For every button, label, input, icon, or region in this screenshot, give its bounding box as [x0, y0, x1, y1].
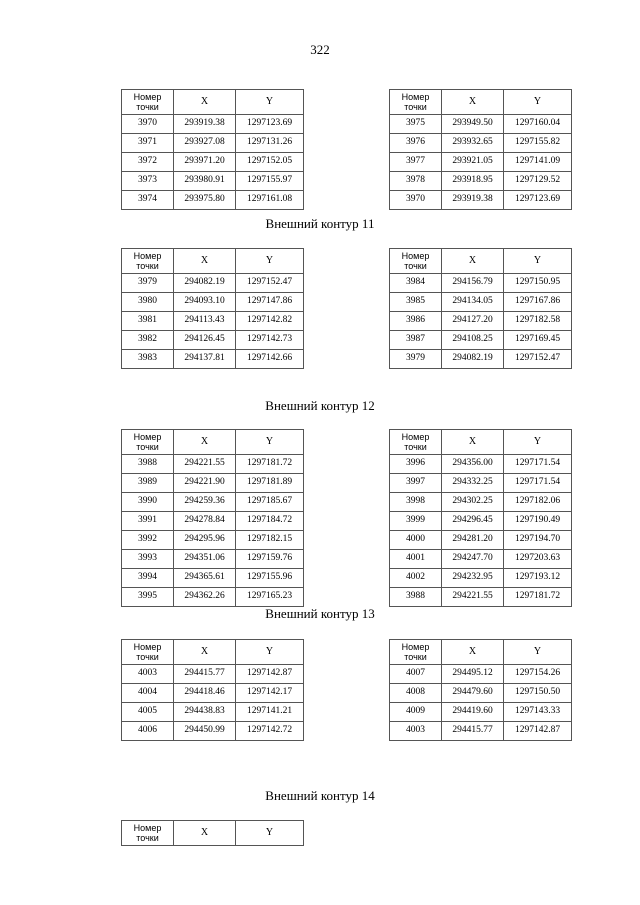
coord-table	[121, 639, 304, 741]
header-point-label: точки	[136, 261, 159, 271]
x-coordinate-cell: 294356.00	[442, 455, 504, 474]
header-number-label: Номер	[133, 251, 162, 261]
point-number-cell: 3976	[390, 134, 442, 153]
point-number-cell: 3979	[390, 350, 442, 369]
y-coordinate-cell: 1297154.26	[504, 665, 572, 684]
table-row	[122, 350, 304, 369]
x-coordinate-cell: 294365.61	[174, 569, 236, 588]
y-coordinate-cell: 1297152.47	[236, 274, 304, 293]
point-number-cell: 4004	[122, 684, 174, 703]
x-coordinate-cell: 293919.38	[174, 115, 236, 134]
table-row	[122, 588, 304, 607]
y-coordinate-cell: 1297194.70	[504, 531, 572, 550]
header-number-label: Номер	[401, 251, 430, 261]
point-number-cell: 3990	[122, 493, 174, 512]
y-coordinate-cell: 1297155.97	[236, 172, 304, 191]
column-header-point-number	[122, 430, 174, 455]
header-point-label: точки	[404, 102, 427, 112]
x-coordinate-cell: 294108.25	[442, 331, 504, 350]
y-coordinate-cell: 1297171.54	[504, 474, 572, 493]
x-coordinate-cell: 294082.19	[442, 350, 504, 369]
table-header-row	[122, 90, 304, 115]
table-row	[122, 312, 304, 331]
point-number-cell: 3988	[122, 455, 174, 474]
table-row	[122, 722, 304, 741]
header-point-label: точки	[404, 652, 427, 662]
table-row	[390, 134, 572, 153]
x-coordinate-cell: 294332.25	[442, 474, 504, 493]
point-number-cell: 3991	[122, 512, 174, 531]
point-number-cell: 3993	[122, 550, 174, 569]
table-row	[390, 293, 572, 312]
column-header-x: X	[442, 430, 504, 455]
x-coordinate-cell: 293975.80	[174, 191, 236, 210]
x-coordinate-cell: 294127.20	[442, 312, 504, 331]
y-coordinate-cell: 1297141.09	[504, 153, 572, 172]
x-coordinate-cell: 294419.60	[442, 703, 504, 722]
point-number-cell: 3995	[122, 588, 174, 607]
table-row	[122, 115, 304, 134]
section-title-contour-13: Внешний контур 13	[265, 606, 375, 621]
table-row	[122, 331, 304, 350]
y-coordinate-cell: 1297167.86	[504, 293, 572, 312]
column-header-point-number	[122, 821, 174, 846]
y-coordinate-cell: 1297185.67	[236, 493, 304, 512]
table-row	[122, 153, 304, 172]
y-coordinate-cell: 1297141.21	[236, 703, 304, 722]
point-number-cell: 4008	[390, 684, 442, 703]
header-number-label: Номер	[401, 92, 430, 102]
table-header-row	[390, 640, 572, 665]
x-coordinate-cell: 294113.43	[174, 312, 236, 331]
x-coordinate-cell: 294221.55	[442, 588, 504, 607]
point-number-cell: 3997	[390, 474, 442, 493]
point-number-cell: 3985	[390, 293, 442, 312]
y-coordinate-cell: 1297181.89	[236, 474, 304, 493]
x-coordinate-cell: 294295.96	[174, 531, 236, 550]
coord-table	[121, 248, 304, 369]
column-header-point-number	[122, 90, 174, 115]
header-number-label: Номер	[133, 92, 162, 102]
x-coordinate-cell: 294126.45	[174, 331, 236, 350]
header-number-label: Номер	[401, 432, 430, 442]
header-point-label: точки	[136, 442, 159, 452]
y-coordinate-cell: 1297203.63	[504, 550, 572, 569]
table-row	[390, 191, 572, 210]
point-number-cell: 3970	[122, 115, 174, 134]
y-coordinate-cell: 1297142.66	[236, 350, 304, 369]
column-header-y: Y	[504, 249, 572, 274]
x-coordinate-cell: 293927.08	[174, 134, 236, 153]
point-number-cell: 4007	[390, 665, 442, 684]
header-number-label: Номер	[401, 642, 430, 652]
column-header-point-number	[390, 90, 442, 115]
table-row	[122, 172, 304, 191]
column-header-y: Y	[236, 430, 304, 455]
table-row	[390, 350, 572, 369]
coord-table	[121, 429, 304, 607]
x-coordinate-cell: 293949.50	[442, 115, 504, 134]
y-coordinate-cell: 1297143.33	[504, 703, 572, 722]
x-coordinate-cell: 294134.05	[442, 293, 504, 312]
y-coordinate-cell: 1297190.49	[504, 512, 572, 531]
point-number-cell: 3978	[390, 172, 442, 191]
table-row	[122, 274, 304, 293]
x-coordinate-cell: 294278.84	[174, 512, 236, 531]
y-coordinate-cell: 1297184.72	[236, 512, 304, 531]
table-row	[390, 722, 572, 741]
coord-table	[121, 89, 304, 210]
column-header-x: X	[442, 249, 504, 274]
point-number-cell: 3986	[390, 312, 442, 331]
column-header-x: X	[442, 640, 504, 665]
table-row	[390, 172, 572, 191]
point-number-cell: 3984	[390, 274, 442, 293]
x-coordinate-cell: 293980.91	[174, 172, 236, 191]
header-number-label: Номер	[133, 823, 162, 833]
header-point-label: точки	[404, 261, 427, 271]
y-coordinate-cell: 1297165.23	[236, 588, 304, 607]
y-coordinate-cell: 1297142.87	[236, 665, 304, 684]
point-number-cell: 3977	[390, 153, 442, 172]
column-header-y: Y	[504, 640, 572, 665]
table-row	[390, 474, 572, 493]
table-row	[390, 153, 572, 172]
table-row	[122, 455, 304, 474]
x-coordinate-cell: 294351.06	[174, 550, 236, 569]
coord-table	[389, 639, 572, 741]
column-header-y: Y	[236, 90, 304, 115]
x-coordinate-cell: 294247.70	[442, 550, 504, 569]
point-number-cell: 3989	[122, 474, 174, 493]
point-number-cell: 3981	[122, 312, 174, 331]
section-title-contour-12: Внешний контур 12	[265, 398, 375, 413]
table-row	[122, 684, 304, 703]
y-coordinate-cell: 1297169.45	[504, 331, 572, 350]
table-row	[122, 531, 304, 550]
y-coordinate-cell: 1297182.58	[504, 312, 572, 331]
point-number-cell: 3983	[122, 350, 174, 369]
header-point-label: точки	[136, 833, 159, 843]
x-coordinate-cell: 294221.55	[174, 455, 236, 474]
page-number: 322	[310, 42, 330, 57]
x-coordinate-cell: 293932.65	[442, 134, 504, 153]
y-coordinate-cell: 1297161.08	[236, 191, 304, 210]
y-coordinate-cell: 1297160.04	[504, 115, 572, 134]
y-coordinate-cell: 1297142.17	[236, 684, 304, 703]
x-coordinate-cell: 294093.10	[174, 293, 236, 312]
x-coordinate-cell: 294418.46	[174, 684, 236, 703]
table-row	[390, 531, 572, 550]
point-number-cell: 3998	[390, 493, 442, 512]
table-row	[122, 134, 304, 153]
table-row	[122, 191, 304, 210]
table-header-row	[390, 249, 572, 274]
point-number-cell: 4009	[390, 703, 442, 722]
header-number-label: Номер	[133, 432, 162, 442]
point-number-cell: 3982	[122, 331, 174, 350]
point-number-cell: 4005	[122, 703, 174, 722]
point-number-cell: 3987	[390, 331, 442, 350]
table-row	[122, 665, 304, 684]
x-coordinate-cell: 293918.95	[442, 172, 504, 191]
y-coordinate-cell: 1297142.72	[236, 722, 304, 741]
table-row	[390, 569, 572, 588]
x-coordinate-cell: 294137.81	[174, 350, 236, 369]
point-number-cell: 3992	[122, 531, 174, 550]
y-coordinate-cell: 1297150.50	[504, 684, 572, 703]
table-row	[122, 550, 304, 569]
point-number-cell: 3988	[390, 588, 442, 607]
x-coordinate-cell: 294232.95	[442, 569, 504, 588]
table-row	[122, 493, 304, 512]
header-point-label: точки	[136, 652, 159, 662]
column-header-y: Y	[504, 90, 572, 115]
y-coordinate-cell: 1297159.76	[236, 550, 304, 569]
header-number-label: Номер	[133, 642, 162, 652]
header-point-label: точки	[136, 102, 159, 112]
point-number-cell: 4000	[390, 531, 442, 550]
column-header-y: Y	[504, 430, 572, 455]
table-row	[390, 703, 572, 722]
column-header-point-number	[122, 640, 174, 665]
table-row	[122, 474, 304, 493]
y-coordinate-cell: 1297152.05	[236, 153, 304, 172]
point-number-cell: 3974	[122, 191, 174, 210]
point-number-cell: 3971	[122, 134, 174, 153]
table-row	[122, 293, 304, 312]
column-header-point-number	[390, 249, 442, 274]
point-number-cell: 3979	[122, 274, 174, 293]
table-header-row	[390, 90, 572, 115]
y-coordinate-cell: 1297129.52	[504, 172, 572, 191]
y-coordinate-cell: 1297142.73	[236, 331, 304, 350]
table-header-row	[122, 821, 304, 846]
x-coordinate-cell: 293921.05	[442, 153, 504, 172]
header-point-label: точки	[404, 442, 427, 452]
x-coordinate-cell: 294296.45	[442, 512, 504, 531]
table-row	[122, 512, 304, 531]
y-coordinate-cell: 1297131.26	[236, 134, 304, 153]
table-header-row	[122, 640, 304, 665]
coord-table	[389, 429, 572, 607]
table-row	[390, 312, 572, 331]
coord-table	[121, 820, 304, 846]
column-header-x: X	[174, 640, 236, 665]
table-header-row	[122, 430, 304, 455]
section-title-contour-14: Внешний контур 14	[265, 788, 375, 803]
column-header-x: X	[442, 90, 504, 115]
y-coordinate-cell: 1297181.72	[504, 588, 572, 607]
point-number-cell: 3975	[390, 115, 442, 134]
point-number-cell: 4003	[122, 665, 174, 684]
column-header-point-number	[390, 640, 442, 665]
table-row	[390, 331, 572, 350]
column-header-x: X	[174, 821, 236, 846]
x-coordinate-cell: 294221.90	[174, 474, 236, 493]
table-row	[122, 569, 304, 588]
table-header-row	[390, 430, 572, 455]
column-header-y: Y	[236, 640, 304, 665]
y-coordinate-cell: 1297155.96	[236, 569, 304, 588]
x-coordinate-cell: 294281.20	[442, 531, 504, 550]
table-row	[390, 512, 572, 531]
table-header-row	[122, 249, 304, 274]
table-row	[390, 493, 572, 512]
y-coordinate-cell: 1297193.12	[504, 569, 572, 588]
coord-table	[389, 89, 572, 210]
point-number-cell: 3994	[122, 569, 174, 588]
x-coordinate-cell: 294415.77	[442, 722, 504, 741]
y-coordinate-cell: 1297182.06	[504, 493, 572, 512]
x-coordinate-cell: 294302.25	[442, 493, 504, 512]
point-number-cell: 3999	[390, 512, 442, 531]
column-header-x: X	[174, 430, 236, 455]
x-coordinate-cell: 294450.99	[174, 722, 236, 741]
point-number-cell: 3980	[122, 293, 174, 312]
x-coordinate-cell: 294415.77	[174, 665, 236, 684]
x-coordinate-cell: 294082.19	[174, 274, 236, 293]
x-coordinate-cell: 294479.60	[442, 684, 504, 703]
point-number-cell: 3973	[122, 172, 174, 191]
x-coordinate-cell: 294495.12	[442, 665, 504, 684]
column-header-y: Y	[236, 821, 304, 846]
x-coordinate-cell: 293971.20	[174, 153, 236, 172]
y-coordinate-cell: 1297181.72	[236, 455, 304, 474]
point-number-cell: 3996	[390, 455, 442, 474]
y-coordinate-cell: 1297171.54	[504, 455, 572, 474]
table-row	[390, 684, 572, 703]
y-coordinate-cell: 1297123.69	[236, 115, 304, 134]
y-coordinate-cell: 1297147.86	[236, 293, 304, 312]
y-coordinate-cell: 1297142.82	[236, 312, 304, 331]
column-header-y: Y	[236, 249, 304, 274]
table-row	[390, 665, 572, 684]
section-title-contour-11: Внешний контур 11	[265, 216, 375, 231]
point-number-cell: 4002	[390, 569, 442, 588]
table-row	[390, 455, 572, 474]
point-number-cell: 3972	[122, 153, 174, 172]
point-number-cell: 3970	[390, 191, 442, 210]
x-coordinate-cell: 294259.36	[174, 493, 236, 512]
y-coordinate-cell: 1297155.82	[504, 134, 572, 153]
column-header-x: X	[174, 249, 236, 274]
x-coordinate-cell: 294438.83	[174, 703, 236, 722]
x-coordinate-cell: 294362.26	[174, 588, 236, 607]
column-header-point-number	[390, 430, 442, 455]
x-coordinate-cell: 294156.79	[442, 274, 504, 293]
table-row	[122, 703, 304, 722]
column-header-point-number	[122, 249, 174, 274]
x-coordinate-cell: 293919.38	[442, 191, 504, 210]
coord-table	[389, 248, 572, 369]
point-number-cell: 4001	[390, 550, 442, 569]
y-coordinate-cell: 1297182.15	[236, 531, 304, 550]
table-row	[390, 274, 572, 293]
y-coordinate-cell: 1297150.95	[504, 274, 572, 293]
table-row	[390, 115, 572, 134]
column-header-x: X	[174, 90, 236, 115]
y-coordinate-cell: 1297123.69	[504, 191, 572, 210]
y-coordinate-cell: 1297142.87	[504, 722, 572, 741]
point-number-cell: 4003	[390, 722, 442, 741]
table-row	[390, 588, 572, 607]
table-row	[390, 550, 572, 569]
point-number-cell: 4006	[122, 722, 174, 741]
y-coordinate-cell: 1297152.47	[504, 350, 572, 369]
